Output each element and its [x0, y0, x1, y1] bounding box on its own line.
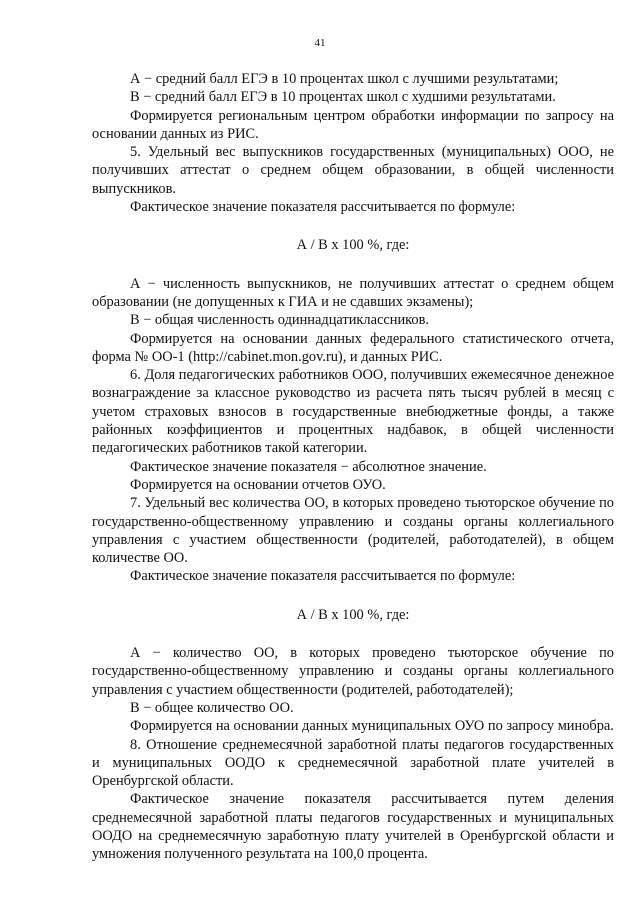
formula: А / В х 100 %, где: — [296, 606, 410, 623]
source-note: Формируется на основании отчетов ОУО. — [130, 476, 386, 493]
source-note: Формируется на основании данных федерального статистического отчета, форма № ОО-1 (http://cabinet.mon.gov.ru), и данных РИС. — [92, 330, 614, 365]
document-body — [92, 70, 614, 864]
page-number: 41 — [314, 37, 326, 49]
formula: А / В х 100 %, где: — [296, 237, 410, 254]
indicator-7-title: 7. Удельный вес количества ОО, в которых проведено тьюторское обучение по государственно-общественному управлению и созданы органы коллегиального управления с участием общественности (родителей, работодателей), в общем количестве ОО. — [92, 495, 614, 567]
value-note: Фактическое значение показателя − абсолютное значение. — [130, 458, 487, 475]
formula-intro: Фактическое значение показателя рассчитывается по формуле: — [130, 199, 516, 216]
indicator-6-title: 6. Доля педагогических работников ООО, получивших ежемесячное денежное вознаграждение за классное руководство из расчета пять тысяч рублей в месяц с учетом страховых взносов в государственные внебюджетные фонды, а также районных коэффициентов и процентных надбавок, в общей численности педагогических работников такой категории. — [92, 367, 614, 457]
definition-a: А − количество ОО, в которых проведено тьюторское обучение по государственно-общественному управлению и созданы органы коллегиального управления с участием общественности (родителей, работодателей); — [92, 645, 614, 698]
definition-a: А − численность выпускников, не получивших аттестат о среднем общем образовании (не допущенных к ГИА и не сдавших экзамены); — [92, 275, 614, 310]
definition-b: В − общее количество ОО. — [130, 699, 294, 716]
definition-b-worst-schools: В − средний балл ЕГЭ в 10 процентах школ с худшими результатами. — [130, 89, 556, 106]
definition-a-best-schools: А − средний балл ЕГЭ в 10 процентах школ с лучшими результатами; — [130, 71, 559, 87]
indicator-8-title: 8. Отношение среднемесячной заработной платы педагогов государственных и муниципальных ООДО к среднемесячной заработной плате учителей в Оренбургской области. — [92, 736, 614, 790]
indicator-5-title: 5. Удельный вес выпускников государственных (муниципальных) ООО, не получивших аттестат о среднем общем образовании, в общей численности выпускников. — [92, 144, 614, 197]
source-note: Формируется на основании данных муниципальных ОУО по запросу минобра. — [130, 718, 614, 735]
formula-intro: Фактическое значение показателя рассчитывается по формуле: — [130, 568, 516, 585]
calculation-note: Фактическое значение показателя рассчитывается путем деления среднемесячной заработной платы педагогов государственных и муниципальных ООДО на среднемесячную заработную плату учителей в Оренбургской области и умножения полученного результата на 100,0 процента. — [92, 791, 614, 863]
definition-b: В − общая численность одиннадцатиклассников. — [130, 312, 430, 329]
source-note: Формируется региональным центром обработки информации по запросу на основании данных из РИС. — [92, 107, 614, 142]
